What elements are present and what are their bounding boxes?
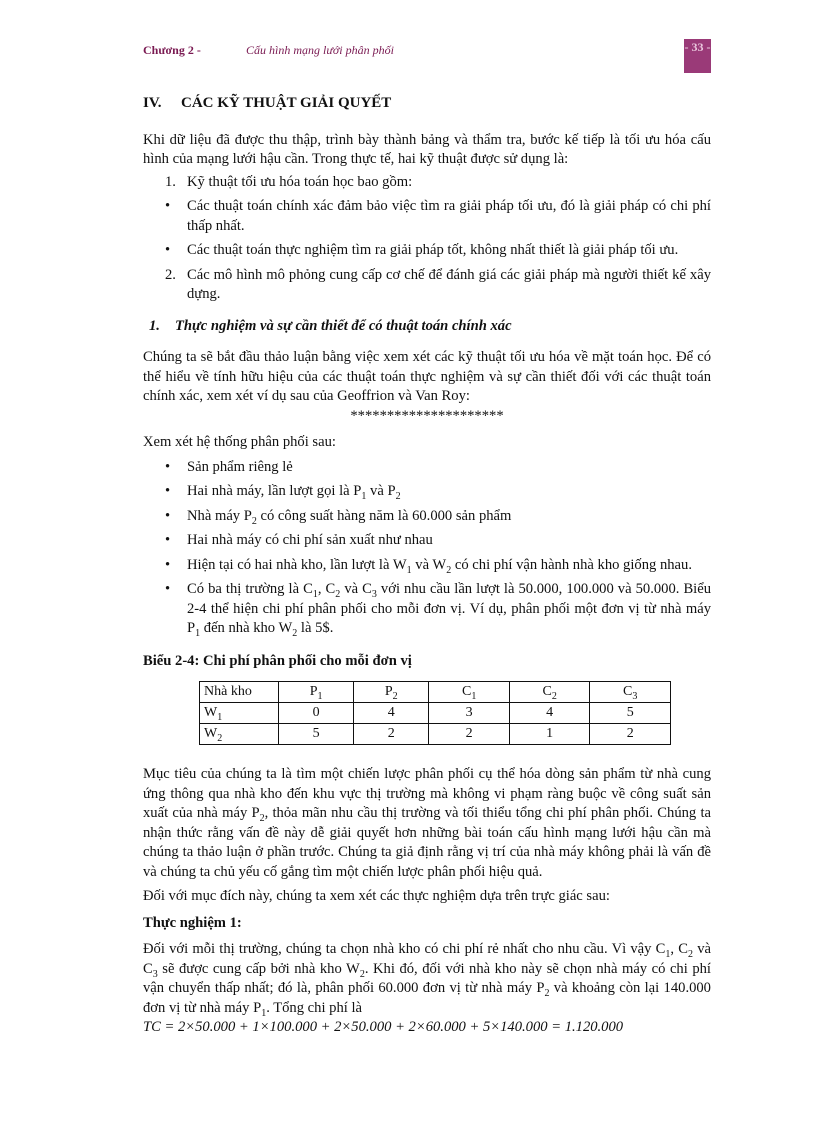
bullet-icon: • bbox=[165, 581, 171, 597]
row-label: $W_1$ bbox=[200, 703, 279, 724]
bullet-exact-algorithms bbox=[143, 197, 711, 236]
bullet-plant-capacity: • Nhà máy $P_2$ có công suất hàng năm là 60.000 sản phẩm bbox=[165, 507, 512, 527]
table-cell: 3 bbox=[429, 703, 510, 724]
table-cell: 4 bbox=[354, 703, 429, 724]
table-cell: 4 bbox=[509, 703, 590, 724]
bullet-icon: • bbox=[165, 532, 171, 548]
objective-paragraph: Mục tiêu của chúng ta là tìm một chiến lược phân phối cụ thể hóa dòng sản phẩm từ nhà cung ứng thông qua nhà kho đến khu vực thị trường mà không vi phạm ràng buộc về công suất sản xuất của nhà máy $P_2$, thỏa mãn nhu cầu thị trường và tối thiểu tổng chi phí phân phối. Chúng ta nhận thức rằng vấn đề này dễ giải quyết hơn những bài toán cấu hình mạng lưới hậu cần mà chúng ta thảo luận ở phần trước. Chúng ta giả định rằng vị trí của nhà máy không phải là vấn đề và chúng ta chủ yếu cố gắng tìm một chiến lược phân phối hiệu quả. bbox=[143, 766, 711, 880]
list-number: 2. bbox=[165, 266, 176, 283]
subsection-heading bbox=[143, 317, 711, 337]
heuristics-intro: Đối với mục đích này, chúng ta xem xét các thực nghiệm dựa trên trực giác sau: bbox=[143, 888, 610, 904]
bullet-text: Sản phẩm riêng lẻ bbox=[187, 458, 293, 475]
technique-2 bbox=[143, 266, 711, 305]
table-header-cell: $P_1$ bbox=[279, 682, 354, 703]
bullet-icon: • bbox=[165, 556, 171, 573]
row-label: $W_2$ bbox=[200, 724, 279, 745]
section-title: CÁC KỸ THUẬT GIẢI QUYẾT bbox=[181, 95, 392, 111]
separator-stars: ********************* bbox=[350, 407, 504, 424]
table-cell: 5 bbox=[279, 724, 354, 745]
table-header-cell: $P_2$ bbox=[354, 682, 429, 703]
list-number: 1. bbox=[165, 173, 176, 190]
bullet-heuristic-algorithms bbox=[143, 241, 711, 261]
table-header-cell: Nhà kho bbox=[200, 682, 279, 703]
table-cell: 2 bbox=[429, 724, 510, 745]
section-heading bbox=[143, 94, 711, 114]
bullet-icon: • bbox=[165, 242, 171, 258]
technique-1 bbox=[143, 173, 711, 193]
table-header-cell: $C_1$ bbox=[429, 682, 510, 703]
table-caption: Biểu 2-4: Chi phí phân phối cho mỗi đơn vị bbox=[143, 652, 412, 669]
table-cell: 0 bbox=[279, 703, 354, 724]
geoffrion-paragraph: Chúng ta sẽ bắt đầu thảo luận bằng việc xem xét các kỹ thuật tối ưu hóa về mặt toán học. Để có thể hiểu về tính hữu hiệu của các thuật toán thực nghiệm và sự cần thiết đối với các thuật toán chính xác, xem xét ví dụ sau của Geoffrion và Van Roy: bbox=[143, 349, 711, 404]
table-cell: 2 bbox=[354, 724, 429, 745]
bullet-icon: • bbox=[165, 507, 171, 524]
bullet-icon: • bbox=[165, 198, 171, 214]
distribution-cost-table bbox=[199, 681, 671, 745]
bullet-text: Các thuật toán thực nghiệm tìm ra giải pháp tốt, không nhất thiết là giải pháp tối ưu. bbox=[187, 242, 679, 258]
page-header bbox=[143, 40, 711, 73]
table-header-cell: $C_3$ bbox=[590, 682, 671, 703]
table-cell: 2 bbox=[590, 724, 671, 745]
table-row bbox=[200, 703, 671, 724]
section-number: IV. bbox=[143, 95, 162, 111]
intro-paragraph: Khi dữ liệu đã được thu thập, trình bày thành bảng và thẩm tra, bước kế tiếp là tối ưu hóa cấu hình của mạng lưới hậu cần. Trong thực tế, hai kỹ thuật được sử dụng là: bbox=[143, 131, 711, 167]
subsection-number: 1. bbox=[149, 317, 160, 334]
chapter-label: Chương 2 - bbox=[143, 43, 201, 57]
system-intro: Xem xét hệ thống phân phối sau: bbox=[143, 434, 336, 450]
table-header-cell: $C_2$ bbox=[509, 682, 590, 703]
table-cell: 1 bbox=[509, 724, 590, 745]
total-cost-equation: TC = 2×50.000 + 1×100.000 + 2×50.000 + 2×60.000 + 5×140.000 = 1.120.000 bbox=[143, 1019, 624, 1035]
bullet-icon: • bbox=[165, 458, 171, 475]
technique-2-text: Các mô hình mô phỏng cung cấp cơ chế để đánh giá các giải pháp mà người thiết kế xây dựng. bbox=[187, 266, 711, 302]
bullet-text: Hai nhà máy có chi phí sản xuất như nhau bbox=[187, 532, 433, 548]
table-row bbox=[200, 724, 671, 745]
bullet-icon: • bbox=[165, 483, 171, 499]
page-number-badge: - 33 - bbox=[684, 39, 711, 73]
bullet-production-cost bbox=[143, 531, 711, 551]
bullet-markets: • Có ba thị trường là $C_1$, $C_2$ và $C_3$ với nhu cầu lần lượt là 50.000, 100.000 và 50.000. Biểu 2-4 thể hiện chi phí phân phối cho mỗi đơn vị. Ví dụ, phân phối một đơn vị từ nhà máy $P_1$ đến nhà kho $W_2$ là 5$. bbox=[165, 581, 712, 639]
heuristic-1-heading: Thực nghiệm 1: bbox=[143, 914, 242, 931]
table-cell: 5 bbox=[590, 703, 671, 724]
subsection-title: Thực nghiệm và sự cần thiết để có thuật toán chính xác bbox=[175, 317, 512, 334]
page-body bbox=[143, 94, 711, 1038]
bullet-warehouses: • Hiện tại có hai nhà kho, lần lượt là $W_1$ và $W_2$ có chi phí vận hành nhà kho giống nhau. bbox=[165, 556, 692, 576]
heuristic-1-paragraph: Đối với mỗi thị trường, chúng ta chọn nhà kho có chi phí rẻ nhất cho nhu cầu. Vì vậy $C_1$, $C_2$ và $C_3$ sẽ được cung cấp bởi nhà kho $W_2$. Khi đó, đối với nhà kho này sẽ chọn nhà máy có chi phí vận chuyển thấp nhất; đó là, phân phối 60.000 đơn vị từ nhà máy $P_2$ và khoảng còn lại 140.000 đơn vị từ nhà máy $P_1$. Tổng chi phí là bbox=[143, 941, 712, 1019]
chapter-title: Cấu hình mạng lưới phân phối bbox=[246, 43, 394, 57]
bullet-text: Các thuật toán chính xác đảm bảo việc tìm ra giải pháp tối ưu, đó là giải pháp có chi phí thấp nhất. bbox=[187, 198, 711, 234]
technique-1-text: Kỹ thuật tối ưu hóa toán học bao gồm: bbox=[187, 173, 413, 190]
table-header-row bbox=[200, 682, 671, 703]
bullet-two-plants: • Hai nhà máy, lần lượt gọi là $P_1$ và $P_2$ bbox=[165, 483, 401, 502]
bullet-single-product bbox=[143, 458, 711, 478]
